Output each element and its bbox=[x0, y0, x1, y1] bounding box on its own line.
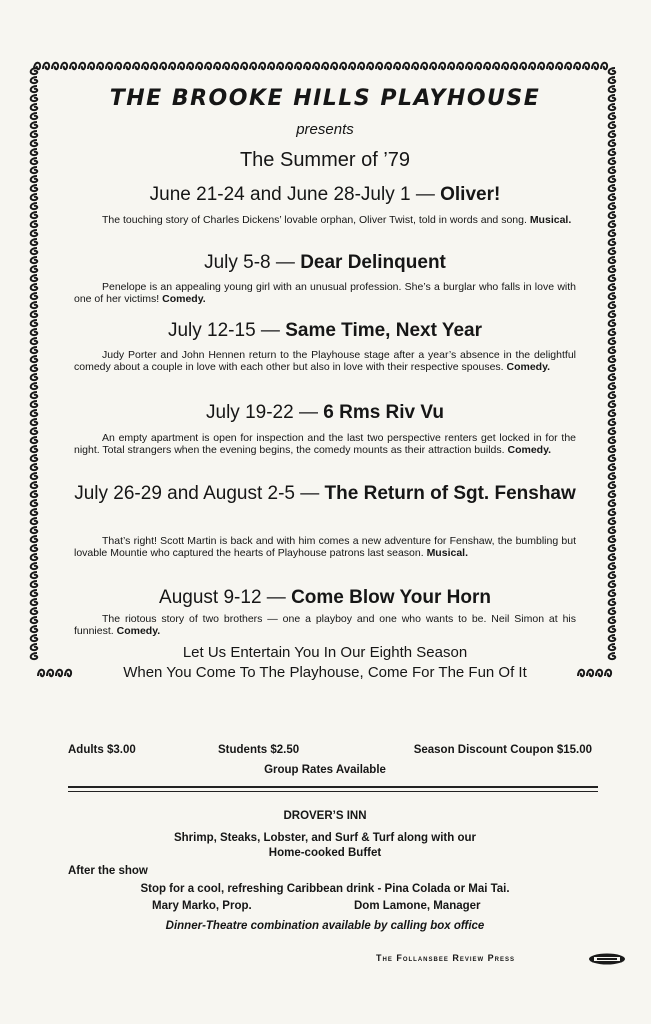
show-title: Come Blow Your Horn bbox=[291, 587, 491, 608]
proprietor: Mary Marko, Prop. bbox=[152, 900, 252, 912]
after-show-label: After the show bbox=[68, 865, 148, 877]
show-dates: July 12-15 — bbox=[167, 320, 286, 341]
show-dates: August 9-12 — bbox=[159, 587, 292, 608]
show-genre: Comedy. bbox=[116, 625, 161, 637]
show-title: Same Time, Next Year bbox=[285, 320, 483, 341]
show-title: 6 Rms Riv Vu bbox=[323, 402, 444, 423]
press-logo-icon bbox=[588, 953, 626, 965]
show-description bbox=[74, 281, 576, 305]
show-description bbox=[74, 349, 576, 373]
tagline-fun: When You Come To The Playhouse, Come For The Fun Of It bbox=[123, 664, 527, 681]
show-genre: Comedy. bbox=[507, 444, 552, 456]
show-description-text: The riotous story of two brothers — one a playboy and one who wants to be. Neil Simon at his funniest. bbox=[74, 613, 576, 637]
show-description bbox=[74, 613, 576, 637]
theatre-title: THE BROOKE HILLS PLAYHOUSE bbox=[109, 86, 541, 111]
inn-menu-line: Shrimp, Steaks, Lobster, and Surf & Turf along with our bbox=[173, 832, 476, 844]
drink-line: Stop for a cool, refreshing Caribbean drink - Pina Colada or Mai Tai. bbox=[140, 883, 510, 895]
season-title: The Summer of ’79 bbox=[239, 149, 411, 171]
presents-text: presents bbox=[296, 121, 354, 138]
show-dates: July 5-8 — bbox=[204, 252, 301, 273]
season-coupon-price: Season Discount Coupon $15.00 bbox=[413, 744, 592, 756]
show-heading bbox=[70, 482, 580, 506]
show-dates: July 19-22 — bbox=[206, 402, 324, 423]
show-title: The Return of Sgt. Fenshaw bbox=[324, 483, 576, 504]
show-description bbox=[74, 214, 576, 226]
show-heading bbox=[70, 251, 580, 275]
inn-menu-line: Home-cooked Buffet bbox=[268, 847, 382, 859]
show-genre: Comedy. bbox=[162, 293, 206, 305]
show-genre: Comedy. bbox=[506, 361, 551, 373]
adult-price: Adults $3.00 bbox=[68, 744, 136, 756]
show-dates: July 26-29 and August 2-5 — bbox=[74, 483, 325, 504]
show-genre: Musical. bbox=[426, 547, 468, 559]
divider-rule bbox=[68, 786, 598, 788]
manager: Dom Lamone, Manager bbox=[354, 900, 481, 912]
show-title: Dear Delinquent bbox=[300, 252, 446, 273]
show-heading bbox=[70, 586, 580, 610]
dinner-theatre-note: Dinner-Theatre combination available by calling box office bbox=[165, 920, 485, 932]
show-description-text: Judy Porter and John Hennen return to the Playhouse stage after a year’s absence in the delightful comedy about a couple in love with each other but also in love with their respective spouses. bbox=[74, 349, 576, 373]
divider-rule bbox=[68, 791, 598, 792]
show-description bbox=[74, 535, 576, 559]
show-description-text: The touching story of Charles Dickens’ lovable orphan, Oliver Twist, told in words and song. bbox=[102, 214, 527, 226]
inn-name: DROVER’S INN bbox=[283, 810, 367, 822]
show-dates: June 21-24 and June 28-July 1 — bbox=[149, 184, 441, 205]
show-heading bbox=[70, 183, 580, 207]
show-description-text: An empty apartment is open for inspection and the last two perspective renters get locked in for the night. Total strangers when the evening begins, the comedy mounts as their attraction builds. bbox=[74, 432, 576, 456]
show-heading bbox=[70, 401, 580, 425]
show-genre: Musical. bbox=[529, 214, 572, 226]
group-rates: Group Rates Available bbox=[264, 764, 386, 776]
show-description bbox=[74, 432, 576, 456]
show-heading bbox=[70, 319, 580, 343]
show-description-text: Penelope is an appealing young girl with an unusual profession. She’s a burglar who falls in love with one of her victims! bbox=[74, 281, 576, 305]
show-description-text: That’s right! Scott Martin is back and with him comes a new adventure for Fenshaw, the bumbling but lovable Mountie who captured the hearts of Playhouse patrons last season. bbox=[74, 535, 576, 559]
show-title: Oliver! bbox=[440, 184, 501, 205]
press-credit: The Follansbee Review Press bbox=[376, 953, 516, 963]
tagline-season: Let Us Entertain You In Our Eighth Season bbox=[182, 644, 468, 661]
student-price: Students $2.50 bbox=[218, 744, 300, 756]
